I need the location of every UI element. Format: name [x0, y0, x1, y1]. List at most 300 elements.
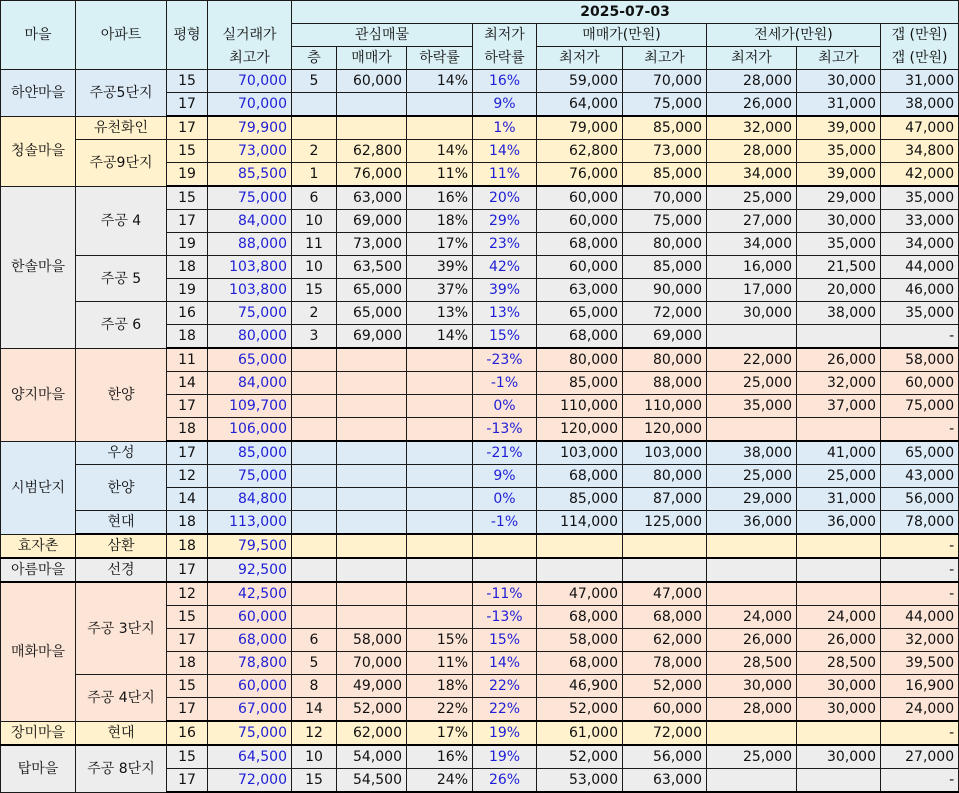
sale-max-cell: 69,000 — [623, 325, 707, 349]
deal-price-cell: 78,800 — [208, 652, 292, 675]
interest-price-cell — [337, 372, 407, 395]
drop-rate-cell — [407, 418, 473, 442]
sale-max-cell: 62,000 — [623, 629, 707, 652]
header-village: 마을 — [1, 1, 76, 70]
jeonse-max-cell: 39,000 — [797, 116, 881, 140]
gap-cell: 35,000 — [881, 302, 959, 325]
interest-price-cell: 60,000 — [337, 70, 407, 93]
jeonse-max-cell: 30,000 — [797, 698, 881, 722]
gap-cell: 60,000 — [881, 372, 959, 395]
sale-max-cell: 110,000 — [623, 395, 707, 418]
header-floor: 층 — [292, 47, 337, 70]
drop-rate-cell — [407, 606, 473, 629]
apartment-cell: 선경 — [76, 558, 167, 582]
apartment-cell: 주공 4단지 — [76, 675, 167, 722]
drop-rate-cell — [407, 116, 473, 140]
sale-max-cell: 72,000 — [623, 302, 707, 325]
floor-cell — [292, 418, 337, 442]
jeonse-max-cell: 30,000 — [797, 210, 881, 233]
deal-price-cell: 79,900 — [208, 116, 292, 140]
table-row — [1, 116, 959, 140]
village-cell: 탑마을 — [1, 745, 76, 792]
deal-price-cell: 79,500 — [208, 534, 292, 558]
floor-cell — [292, 465, 337, 488]
interest-price-cell — [337, 348, 407, 372]
min-drop-rate-cell: -1% — [473, 511, 537, 535]
header-deal-bottom: 최고가 — [208, 47, 292, 70]
apartment-cell: 주공 6 — [76, 302, 167, 349]
floor-cell: 11 — [292, 233, 337, 256]
sale-min-cell: 110,000 — [537, 395, 623, 418]
interest-price-cell: 54,500 — [337, 769, 407, 793]
header-min-top: 최저가 — [473, 24, 537, 47]
sale-max-cell: 47,000 — [623, 582, 707, 606]
jeonse-max-cell: 30,000 — [797, 745, 881, 769]
floor-cell: 1 — [292, 163, 337, 187]
floor-cell: 12 — [292, 721, 337, 745]
header-gap-top: 갭 (만원) — [881, 24, 959, 47]
size-cell: 12 — [167, 582, 208, 606]
min-drop-rate-cell: -21% — [473, 441, 537, 465]
sale-max-cell: 73,000 — [623, 140, 707, 163]
jeonse-max-cell: 24,000 — [797, 606, 881, 629]
sale-min-cell: 120,000 — [537, 418, 623, 442]
floor-cell: 2 — [292, 302, 337, 325]
sale-max-cell: 75,000 — [623, 210, 707, 233]
header-sale-max: 최고가 — [623, 47, 707, 70]
floor-cell: 15 — [292, 769, 337, 793]
size-cell: 11 — [167, 348, 208, 372]
sale-min-cell — [537, 558, 623, 582]
table-row — [1, 465, 959, 488]
gap-cell: 39,500 — [881, 652, 959, 675]
gap-cell: 78,000 — [881, 511, 959, 535]
min-drop-rate-cell: 0% — [473, 488, 537, 511]
deal-price-cell: 103,800 — [208, 279, 292, 302]
gap-cell: 43,000 — [881, 465, 959, 488]
deal-price-cell: 80,000 — [208, 325, 292, 349]
min-drop-rate-cell: 9% — [473, 465, 537, 488]
interest-price-cell: 63,500 — [337, 256, 407, 279]
deal-price-cell: 70,000 — [208, 70, 292, 93]
apartment-cell: 유천화인 — [76, 116, 167, 140]
jeonse-min-cell: 30,000 — [707, 302, 797, 325]
jeonse-max-cell: 38,000 — [797, 302, 881, 325]
floor-cell: 10 — [292, 256, 337, 279]
gap-cell: 24,000 — [881, 698, 959, 722]
size-cell: 16 — [167, 302, 208, 325]
village-cell: 한솔마을 — [1, 186, 76, 348]
apartment-cell: 삼환 — [76, 534, 167, 558]
gap-cell: 56,000 — [881, 488, 959, 511]
sale-min-cell: 76,000 — [537, 163, 623, 187]
size-cell: 15 — [167, 140, 208, 163]
interest-price-cell — [337, 582, 407, 606]
size-cell: 17 — [167, 698, 208, 722]
drop-rate-cell — [407, 441, 473, 465]
table-row — [1, 256, 959, 279]
table-row — [1, 186, 959, 210]
sale-max-cell: 103,000 — [623, 441, 707, 465]
floor-cell: 10 — [292, 210, 337, 233]
drop-rate-cell: 14% — [407, 70, 473, 93]
jeonse-min-cell: 27,000 — [707, 210, 797, 233]
deal-price-cell: 72,000 — [208, 769, 292, 793]
floor-cell: 8 — [292, 675, 337, 698]
jeonse-min-cell: 28,000 — [707, 698, 797, 722]
interest-price-cell: 69,000 — [337, 325, 407, 349]
sale-max-cell: 80,000 — [623, 233, 707, 256]
jeonse-max-cell: 29,000 — [797, 186, 881, 210]
sale-min-cell: 85,000 — [537, 488, 623, 511]
jeonse-min-cell — [707, 582, 797, 606]
jeonse-min-cell: 34,000 — [707, 163, 797, 187]
min-drop-rate-cell: 26% — [473, 769, 537, 793]
min-drop-rate-cell: 19% — [473, 745, 537, 769]
jeonse-max-cell — [797, 418, 881, 442]
sale-max-cell: 90,000 — [623, 279, 707, 302]
floor-cell — [292, 534, 337, 558]
gap-cell: 65,000 — [881, 441, 959, 465]
sale-min-cell: 52,000 — [537, 745, 623, 769]
sale-max-cell: 75,000 — [623, 93, 707, 117]
gap-cell: - — [881, 534, 959, 558]
interest-price-cell — [337, 606, 407, 629]
drop-rate-cell: 18% — [407, 675, 473, 698]
gap-cell: 16,900 — [881, 675, 959, 698]
gap-cell: 34,800 — [881, 140, 959, 163]
jeonse-max-cell — [797, 325, 881, 349]
deal-price-cell: 64,500 — [208, 745, 292, 769]
size-cell: 15 — [167, 186, 208, 210]
size-cell: 18 — [167, 418, 208, 442]
sale-min-cell: 68,000 — [537, 465, 623, 488]
gap-cell: - — [881, 558, 959, 582]
apartment-cell: 한양 — [76, 348, 167, 441]
drop-rate-cell: 14% — [407, 325, 473, 349]
sale-min-cell: 58,000 — [537, 629, 623, 652]
min-drop-rate-cell: 11% — [473, 163, 537, 187]
floor-cell — [292, 441, 337, 465]
sale-min-cell: 60,000 — [537, 210, 623, 233]
village-cell: 시범단지 — [1, 441, 76, 534]
header-gap-bottom: 갭 (만원) — [881, 47, 959, 70]
gap-cell: - — [881, 325, 959, 349]
interest-price-cell: 76,000 — [337, 163, 407, 187]
sale-max-cell: 80,000 — [623, 465, 707, 488]
sale-max-cell: 120,000 — [623, 418, 707, 442]
gap-cell: 75,000 — [881, 395, 959, 418]
jeonse-max-cell: 20,000 — [797, 279, 881, 302]
gap-cell: 44,000 — [881, 256, 959, 279]
jeonse-max-cell: 31,000 — [797, 93, 881, 117]
header-date: 2025-07-03 — [292, 1, 959, 24]
sale-max-cell: 56,000 — [623, 745, 707, 769]
min-drop-rate-cell: 22% — [473, 675, 537, 698]
floor-cell — [292, 582, 337, 606]
jeonse-min-cell — [707, 534, 797, 558]
sale-max-cell: 72,000 — [623, 721, 707, 745]
header-jeonse-min: 최저가 — [707, 47, 797, 70]
min-drop-rate-cell: -1% — [473, 372, 537, 395]
min-drop-rate-cell: 42% — [473, 256, 537, 279]
size-cell: 17 — [167, 210, 208, 233]
jeonse-max-cell — [797, 558, 881, 582]
jeonse-min-cell — [707, 418, 797, 442]
drop-rate-cell: 15% — [407, 629, 473, 652]
min-drop-rate-cell: 15% — [473, 325, 537, 349]
floor-cell — [292, 93, 337, 117]
min-drop-rate-cell: 0% — [473, 395, 537, 418]
interest-price-cell: 70,000 — [337, 652, 407, 675]
apartment-cell: 주공 5 — [76, 256, 167, 302]
apartment-cell: 주공 8단지 — [76, 745, 167, 792]
size-cell: 14 — [167, 488, 208, 511]
deal-price-cell: 67,000 — [208, 698, 292, 722]
size-cell: 19 — [167, 163, 208, 187]
table-row — [1, 348, 959, 372]
size-cell: 16 — [167, 721, 208, 745]
apartment-cell: 주공9단지 — [76, 140, 167, 187]
gap-cell: - — [881, 721, 959, 745]
size-cell: 17 — [167, 93, 208, 117]
sale-min-cell — [537, 534, 623, 558]
interest-price-cell: 65,000 — [337, 279, 407, 302]
gap-cell: - — [881, 582, 959, 606]
sale-min-cell: 59,000 — [537, 70, 623, 93]
interest-price-cell — [337, 511, 407, 535]
drop-rate-cell: 17% — [407, 721, 473, 745]
min-drop-rate-cell: -23% — [473, 348, 537, 372]
gap-cell: 27,000 — [881, 745, 959, 769]
interest-price-cell: 52,000 — [337, 698, 407, 722]
deal-price-cell: 60,000 — [208, 675, 292, 698]
table-row — [1, 140, 959, 163]
drop-rate-cell — [407, 488, 473, 511]
sale-max-cell: 125,000 — [623, 511, 707, 535]
deal-price-cell: 106,000 — [208, 418, 292, 442]
floor-cell: 3 — [292, 325, 337, 349]
size-cell: 17 — [167, 629, 208, 652]
interest-price-cell: 54,000 — [337, 745, 407, 769]
table-row — [1, 582, 959, 606]
drop-rate-cell: 14% — [407, 140, 473, 163]
deal-price-cell: 113,000 — [208, 511, 292, 535]
floor-cell — [292, 606, 337, 629]
floor-cell: 10 — [292, 745, 337, 769]
sale-min-cell: 65,000 — [537, 302, 623, 325]
jeonse-max-cell: 41,000 — [797, 441, 881, 465]
sale-min-cell: 61,000 — [537, 721, 623, 745]
size-cell: 17 — [167, 558, 208, 582]
sale-max-cell: 70,000 — [623, 186, 707, 210]
jeonse-min-cell: 29,000 — [707, 488, 797, 511]
jeonse-min-cell: 25,000 — [707, 745, 797, 769]
interest-price-cell — [337, 116, 407, 140]
floor-cell: 2 — [292, 140, 337, 163]
sale-min-cell: 60,000 — [537, 186, 623, 210]
deal-price-cell: 85,000 — [208, 441, 292, 465]
gap-cell: - — [881, 769, 959, 793]
deal-price-cell: 60,000 — [208, 606, 292, 629]
interest-price-cell — [337, 418, 407, 442]
drop-rate-cell — [407, 395, 473, 418]
header-apartment: 아파트 — [76, 1, 167, 70]
interest-price-cell: 73,000 — [337, 233, 407, 256]
deal-price-cell: 75,000 — [208, 721, 292, 745]
header-jeonse-max: 최고가 — [797, 47, 881, 70]
sale-max-cell: 85,000 — [623, 163, 707, 187]
jeonse-max-cell: 37,000 — [797, 395, 881, 418]
size-cell: 18 — [167, 652, 208, 675]
sale-max-cell: 85,000 — [623, 256, 707, 279]
jeonse-min-cell: 28,500 — [707, 652, 797, 675]
size-cell: 18 — [167, 511, 208, 535]
min-drop-rate-cell: 9% — [473, 93, 537, 117]
header-deal-top: 실거래가 — [208, 24, 292, 47]
sale-min-cell: 64,000 — [537, 93, 623, 117]
jeonse-max-cell — [797, 721, 881, 745]
drop-rate-cell — [407, 372, 473, 395]
drop-rate-cell — [407, 534, 473, 558]
jeonse-min-cell: 32,000 — [707, 116, 797, 140]
sale-max-cell: 85,000 — [623, 116, 707, 140]
apartment-cell: 우성 — [76, 441, 167, 465]
jeonse-min-cell: 26,000 — [707, 629, 797, 652]
sale-min-cell: 80,000 — [537, 348, 623, 372]
header-blank-top — [208, 1, 292, 24]
gap-cell: 44,000 — [881, 606, 959, 629]
size-cell: 17 — [167, 769, 208, 793]
sale-max-cell — [623, 534, 707, 558]
size-cell: 19 — [167, 279, 208, 302]
deal-price-cell: 75,000 — [208, 465, 292, 488]
jeonse-min-cell: 28,000 — [707, 140, 797, 163]
jeonse-max-cell: 26,000 — [797, 629, 881, 652]
drop-rate-cell: 24% — [407, 769, 473, 793]
min-drop-rate-cell: 39% — [473, 279, 537, 302]
floor-cell — [292, 511, 337, 535]
deal-price-cell: 84,000 — [208, 210, 292, 233]
jeonse-max-cell: 36,000 — [797, 511, 881, 535]
size-cell: 18 — [167, 325, 208, 349]
jeonse-min-cell — [707, 721, 797, 745]
header-jeonse: 전세가(만원) — [707, 24, 881, 47]
jeonse-min-cell: 36,000 — [707, 511, 797, 535]
drop-rate-cell: 39% — [407, 256, 473, 279]
jeonse-max-cell: 39,000 — [797, 163, 881, 187]
jeonse-max-cell: 25,000 — [797, 465, 881, 488]
sale-max-cell: 70,000 — [623, 70, 707, 93]
jeonse-min-cell: 25,000 — [707, 465, 797, 488]
floor-cell: 6 — [292, 629, 337, 652]
min-drop-rate-cell: 20% — [473, 186, 537, 210]
interest-price-cell — [337, 534, 407, 558]
jeonse-max-cell: 31,000 — [797, 488, 881, 511]
min-drop-rate-cell: 14% — [473, 140, 537, 163]
jeonse-max-cell: 30,000 — [797, 675, 881, 698]
apartment-cell: 주공5단지 — [76, 70, 167, 117]
min-drop-rate-cell: -13% — [473, 606, 537, 629]
jeonse-max-cell: 28,500 — [797, 652, 881, 675]
jeonse-max-cell — [797, 769, 881, 793]
drop-rate-cell — [407, 558, 473, 582]
jeonse-min-cell — [707, 558, 797, 582]
sale-min-cell: 68,000 — [537, 652, 623, 675]
drop-rate-cell: 11% — [407, 163, 473, 187]
deal-price-cell: 109,700 — [208, 395, 292, 418]
jeonse-min-cell — [707, 769, 797, 793]
sale-min-cell: 53,000 — [537, 769, 623, 793]
interest-price-cell: 58,000 — [337, 629, 407, 652]
size-cell: 14 — [167, 372, 208, 395]
apartment-cell: 현대 — [76, 511, 167, 535]
gap-cell: 38,000 — [881, 93, 959, 117]
min-drop-rate-cell: 22% — [473, 698, 537, 722]
drop-rate-cell: 13% — [407, 302, 473, 325]
min-drop-rate-cell: 23% — [473, 233, 537, 256]
sale-min-cell: 103,000 — [537, 441, 623, 465]
sale-min-cell: 47,000 — [537, 582, 623, 606]
size-cell: 15 — [167, 606, 208, 629]
interest-price-cell: 49,000 — [337, 675, 407, 698]
apartment-cell: 주공 3단지 — [76, 582, 167, 675]
sale-max-cell: 88,000 — [623, 372, 707, 395]
size-cell: 17 — [167, 116, 208, 140]
jeonse-min-cell: 16,000 — [707, 256, 797, 279]
jeonse-max-cell — [797, 534, 881, 558]
floor-cell: 5 — [292, 652, 337, 675]
min-drop-rate-cell: 15% — [473, 629, 537, 652]
jeonse-max-cell — [797, 582, 881, 606]
size-cell: 15 — [167, 745, 208, 769]
interest-price-cell — [337, 488, 407, 511]
drop-rate-cell — [407, 93, 473, 117]
village-cell: 장미마을 — [1, 721, 76, 745]
apartment-cell: 한양 — [76, 465, 167, 511]
sale-min-cell: 60,000 — [537, 256, 623, 279]
village-cell: 매화마을 — [1, 582, 76, 721]
jeonse-min-cell: 24,000 — [707, 606, 797, 629]
sale-min-cell: 68,000 — [537, 233, 623, 256]
size-cell: 19 — [167, 233, 208, 256]
interest-price-cell — [337, 558, 407, 582]
deal-price-cell: 103,800 — [208, 256, 292, 279]
deal-price-cell: 65,000 — [208, 348, 292, 372]
sale-max-cell: 52,000 — [623, 675, 707, 698]
floor-cell — [292, 558, 337, 582]
min-drop-rate-cell: -13% — [473, 418, 537, 442]
sale-min-cell: 62,800 — [537, 140, 623, 163]
sale-max-cell: 68,000 — [623, 606, 707, 629]
min-drop-rate-cell: 14% — [473, 652, 537, 675]
min-drop-rate-cell: 13% — [473, 302, 537, 325]
gap-cell: 32,000 — [881, 629, 959, 652]
gap-cell: 35,000 — [881, 186, 959, 210]
floor-cell — [292, 348, 337, 372]
sale-min-cell: 79,000 — [537, 116, 623, 140]
drop-rate-cell: 37% — [407, 279, 473, 302]
drop-rate-cell: 16% — [407, 186, 473, 210]
jeonse-min-cell: 35,000 — [707, 395, 797, 418]
village-cell: 아름마을 — [1, 558, 76, 582]
jeonse-max-cell: 35,000 — [797, 233, 881, 256]
header-price: 매매가 — [337, 47, 407, 70]
interest-price-cell: 62,000 — [337, 721, 407, 745]
deal-price-cell: 88,000 — [208, 233, 292, 256]
jeonse-min-cell: 34,000 — [707, 233, 797, 256]
jeonse-min-cell: 30,000 — [707, 675, 797, 698]
